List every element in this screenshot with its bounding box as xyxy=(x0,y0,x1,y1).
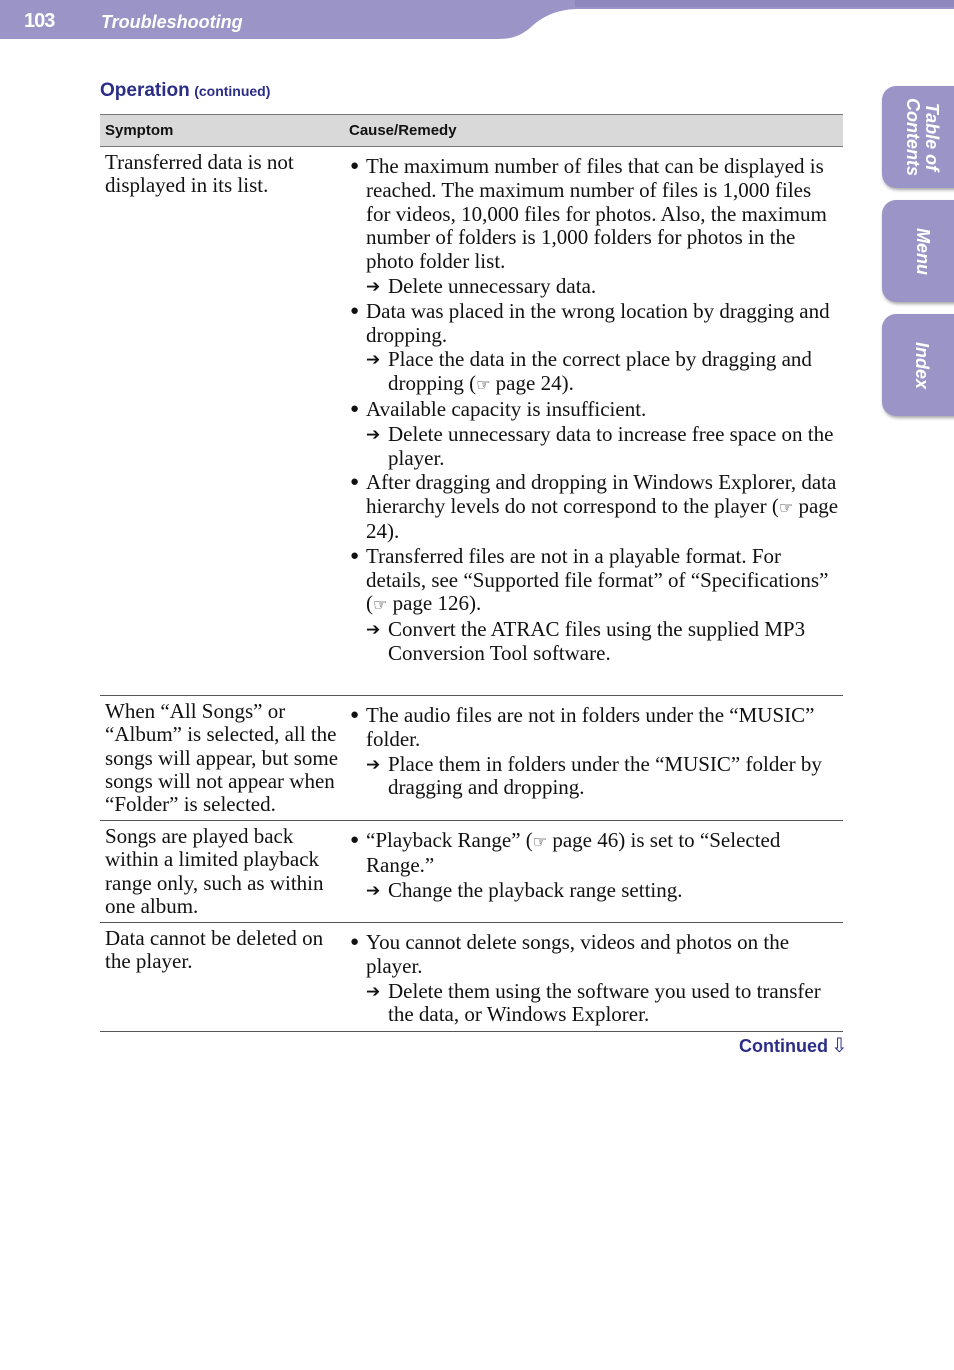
cause-text: Transferred files are not in a playable format. For details, see “Supported file format” of “Specifications” ( xyxy=(366,543,829,616)
down-arrow-icon: ⇩ xyxy=(830,1033,848,1057)
cause-item xyxy=(349,155,839,299)
continued-label: Continued xyxy=(739,1036,828,1056)
cause-text: Available capacity is insufficient. xyxy=(366,396,647,421)
remedy-text: Change the playback range setting. xyxy=(388,877,683,902)
continued-link[interactable] xyxy=(739,1033,848,1057)
section-heading-continued: (continued) xyxy=(194,83,271,99)
page-reference-link[interactable]: page 46 xyxy=(552,828,619,852)
remedy-text: Delete unnecessary data. xyxy=(388,273,597,298)
cause-item xyxy=(349,704,839,800)
cause-cell xyxy=(349,696,843,820)
table-row xyxy=(100,147,843,696)
page-reference-icon: ☞ xyxy=(532,832,548,851)
page-reference-icon: ☞ xyxy=(373,595,388,615)
remedy-text-end: ). xyxy=(561,371,574,396)
troubleshooting-table xyxy=(100,114,843,1032)
page-reference-link[interactable]: page 24 xyxy=(495,371,562,396)
symptom-cell: Transferred data is not displayed in its list. xyxy=(105,150,294,198)
remedy xyxy=(349,980,839,1028)
tab-label: Index xyxy=(912,341,933,389)
bullet-icon: ● xyxy=(350,707,360,723)
cause-text-end: ). xyxy=(387,518,400,543)
cause-text: “Playback Range” ( xyxy=(366,828,533,852)
bullet-icon: ● xyxy=(350,832,360,848)
tab-menu[interactable] xyxy=(882,200,954,302)
page-number: 103 xyxy=(24,10,55,32)
arrow-right-icon: ➔ xyxy=(366,754,381,775)
page-reference-icon: ☞ xyxy=(476,375,491,395)
cause-text: The maximum number of files that can be displayed is reached. The maximum number of files is 1,000 files for videos, 10,000 files for photos. Also, the maximum number of folders is 1,000 folders for photos in the photo folder list. xyxy=(366,154,827,274)
section-heading xyxy=(100,80,270,102)
arrow-right-icon: ➔ xyxy=(366,620,381,641)
bullet-icon: ● xyxy=(350,400,360,417)
bullet-icon: ● xyxy=(350,158,360,174)
remedy xyxy=(349,879,839,903)
arrow-right-icon: ➔ xyxy=(366,350,381,371)
section-heading-title: Operation xyxy=(100,80,190,101)
table-row xyxy=(100,696,843,821)
column-header-symptom: Symptom xyxy=(105,122,174,139)
arrow-right-icon: ➔ xyxy=(366,276,381,297)
remedy xyxy=(349,348,839,397)
remedy-text: Place the data in the correct place by dragging and dropping ( xyxy=(388,347,812,396)
cause-cell xyxy=(349,147,843,695)
cause-text: You cannot delete songs, videos and photos on the player. xyxy=(366,930,790,978)
tab-label: Menu xyxy=(912,227,933,275)
remedy-text: Convert the ATRAC files using the supplied MP3 Conversion Tool software. xyxy=(388,617,806,665)
arrow-right-icon: ➔ xyxy=(366,880,381,901)
cause-item xyxy=(349,931,839,1027)
tab-table-of-contents[interactable] xyxy=(882,86,954,188)
bullet-icon: ● xyxy=(350,474,360,491)
page-reference-link[interactable]: page 126 xyxy=(392,591,469,616)
page-header xyxy=(0,0,954,40)
page-reference-link[interactable]: page 24 xyxy=(366,494,839,543)
table-row xyxy=(100,923,843,1032)
page-reference-icon: ☞ xyxy=(778,498,794,518)
cause-item xyxy=(349,545,839,666)
bullet-icon: ● xyxy=(350,547,360,564)
table-row xyxy=(100,821,843,923)
table-header xyxy=(100,114,843,147)
tab-label: Table of Contents xyxy=(903,98,942,176)
symptom-cell: When “All Songs” or “Album” is selected, all the songs will appear, but some songs will not appear when “Folder” is selected. xyxy=(105,699,339,817)
symptom-cell: Data cannot be deleted on the player. xyxy=(105,926,324,974)
section-title: Troubleshooting xyxy=(101,12,243,32)
bullet-icon: ● xyxy=(350,934,360,950)
arrow-right-icon: ➔ xyxy=(366,424,381,445)
cause-cell xyxy=(349,923,843,1031)
arrow-right-icon: ➔ xyxy=(366,981,381,1002)
cause-item xyxy=(349,300,839,397)
cause-text-end: ) is set to “Selected Range.” xyxy=(366,828,781,877)
cause-cell xyxy=(349,821,843,922)
cause-text: The audio files are not in folders under the “MUSIC” folder. xyxy=(366,703,815,751)
cause-text: After dragging and dropping in Windows Explorer, data hierarchy levels do not correspond to the player ( xyxy=(366,470,837,519)
cause-text-end: ). xyxy=(469,591,482,616)
cause-item xyxy=(349,829,839,902)
cause-item xyxy=(349,471,839,543)
symptom-cell: Songs are played back within a limited playback range only, such as within one album. xyxy=(105,824,324,918)
remedy-text: Delete unnecessary data to increase free space on the player. xyxy=(388,421,834,470)
remedy-text: Place them in folders under the “MUSIC” folder by dragging and dropping. xyxy=(388,751,822,800)
remedy-text: Delete them using the software you used to transfer the data, or Windows Explorer. xyxy=(388,978,821,1027)
cause-item xyxy=(349,398,839,470)
remedy xyxy=(349,753,839,801)
bullet-icon: ● xyxy=(350,302,360,319)
remedy xyxy=(349,618,839,666)
column-header-cause: Cause/Remedy xyxy=(349,122,457,139)
remedy xyxy=(349,423,839,471)
remedy xyxy=(349,275,839,299)
cause-text: Data was placed in the wrong location by dragging and dropping. xyxy=(366,298,830,347)
tab-index[interactable] xyxy=(882,314,954,416)
